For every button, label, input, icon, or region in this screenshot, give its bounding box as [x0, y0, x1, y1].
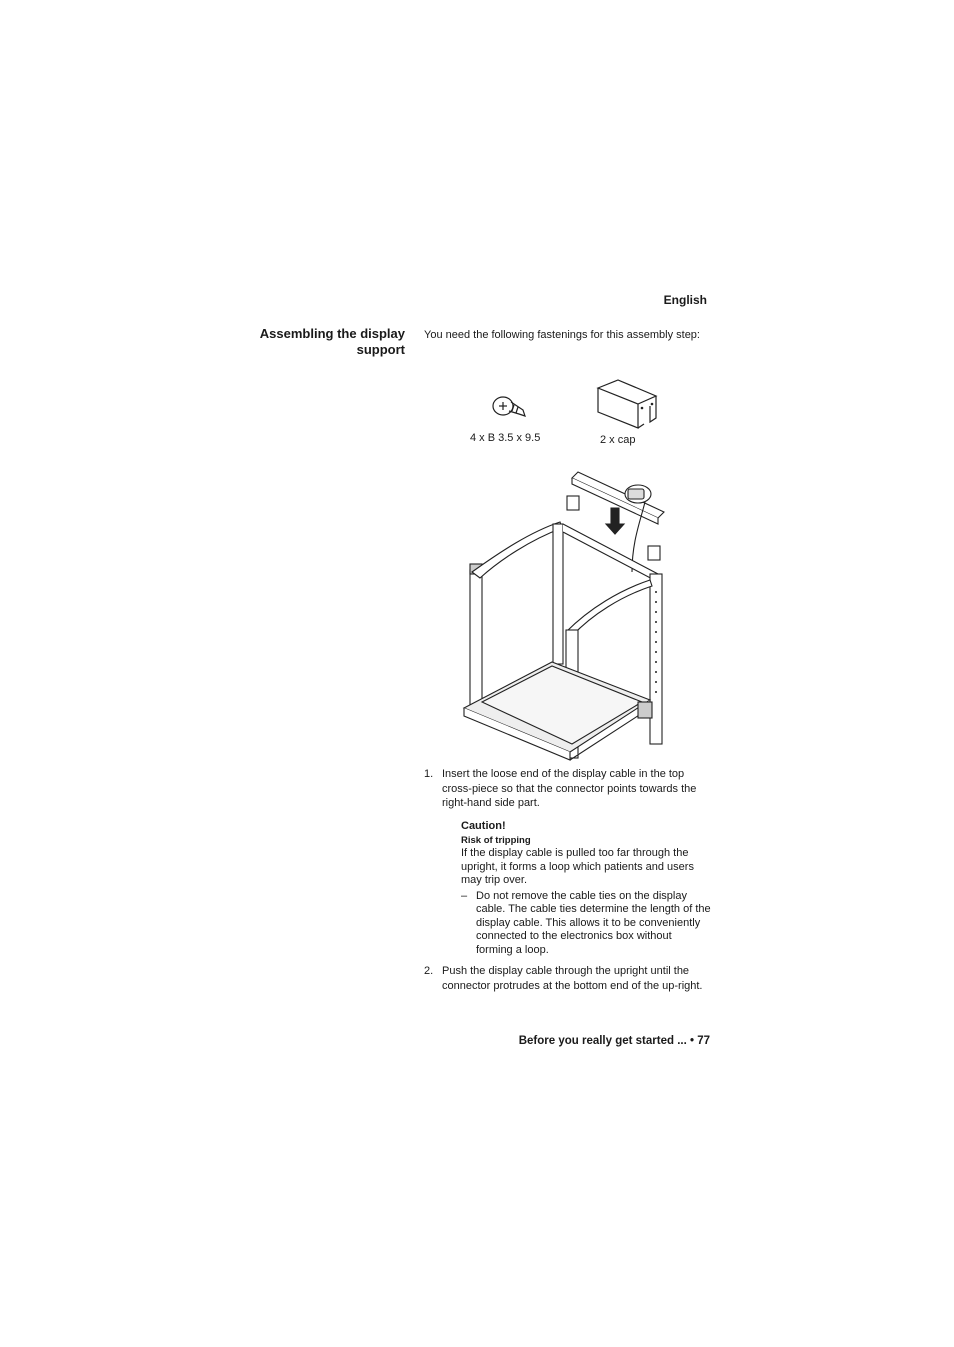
- step-list: [424, 767, 714, 811]
- page-footer: Before you really get started ... • 77: [518, 1035, 710, 1047]
- screw-label: 4 x B 3.5 x 9.5: [470, 432, 541, 444]
- dash-marker: –: [461, 889, 468, 902]
- step-text: Push the display cable through the upright until the connector protrudes at the bottom end of the up-right.: [442, 965, 703, 992]
- caution-text: If the display cable is pulled too far through the upright, it forms a loop which patients and users may trip over.: [461, 847, 694, 886]
- step-item: [424, 964, 714, 993]
- step-text: Insert the loose end of the display cable in the top cross-piece so that the connector points towards the right-hand side part.: [442, 768, 697, 809]
- section-title-line2: support: [356, 342, 405, 357]
- language-label: English: [663, 293, 707, 307]
- cap-icon: [594, 378, 662, 434]
- step-list-continued: [424, 964, 714, 993]
- cap-label: 2 x cap: [600, 434, 636, 446]
- caution-subheading: Risk of tripping: [461, 834, 531, 846]
- section-title: [200, 326, 405, 358]
- intro-text: You need the following fastenings for this assembly step:: [424, 329, 700, 341]
- section-title-line1: Assembling the display: [259, 326, 405, 341]
- step-number: 2.: [424, 965, 434, 977]
- screw-icon: [490, 392, 530, 422]
- step-item: [424, 767, 714, 811]
- caution-bullet: [461, 890, 711, 958]
- caution-heading: Caution!: [461, 820, 506, 832]
- display-support-assembly-illustration: [460, 462, 670, 764]
- caution-bullet-text: Do not remove the cable ties on the display cable. The cable ties determine the length of the display cable. This allows it to be conveniently connected to the electronics box without forming a loop.: [476, 889, 711, 956]
- caution-block: [461, 820, 711, 957]
- step-number: 1.: [424, 768, 434, 780]
